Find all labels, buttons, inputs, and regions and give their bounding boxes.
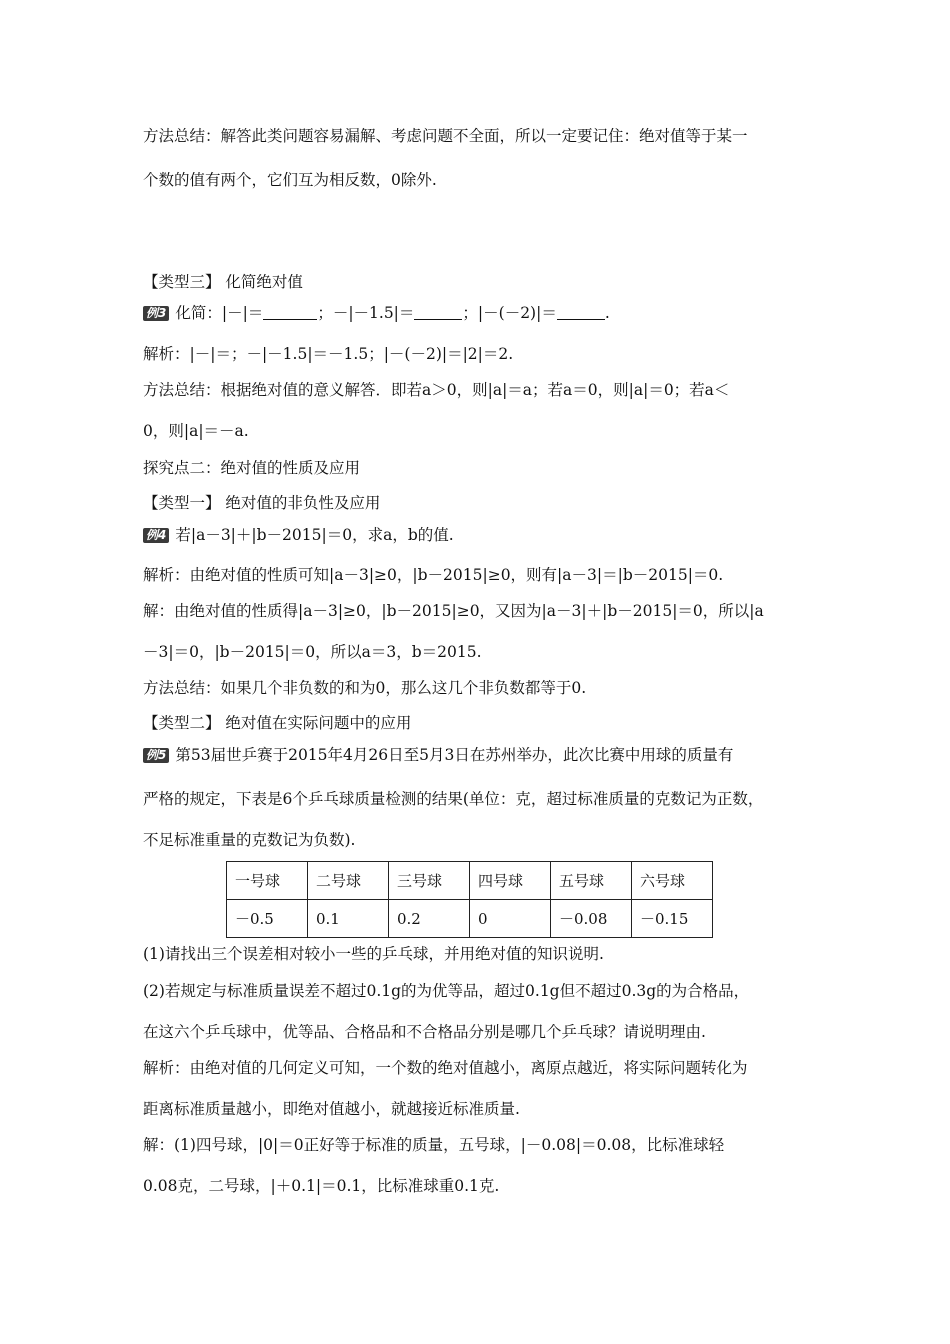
example5-question-line-2: 严格的规定，下表是6个乒乓球质量检测的结果(单位：克，超过标准质量的克数记为正数，: [143, 790, 764, 808]
type1-heading: 【类型一】 绝对值的非负性及应用: [143, 494, 381, 512]
example4-solution-line-1: 解：由绝对值的性质得|a－3|≥0，|b－2015|≥0，又因为|a－3|＋|b－2015|＝0，所以|a: [143, 602, 764, 620]
table-header-cell: 二号球: [308, 862, 389, 900]
table-header-cell: 四号球: [470, 862, 551, 900]
table-header-cell: 六号球: [632, 862, 713, 900]
example3-badge: 例3: [143, 306, 169, 321]
example4-badge: 例4: [143, 528, 169, 543]
example3-text-part-c: ；|－(－2)|＝: [462, 304, 557, 322]
explore-point-2: 探究点二：绝对值的性质及应用: [143, 459, 361, 477]
example3-method-line-2: 0，则|a|＝－a.: [143, 422, 249, 440]
table-header-cell: 五号球: [551, 862, 632, 900]
table-cell: －0.15: [632, 900, 713, 938]
answer-blank-3: [557, 305, 605, 320]
example4-text: 若|a－3|＋|b－2015|＝0，求a，b的值.: [175, 526, 454, 544]
example3-question: [143, 303, 610, 323]
example5-analysis-line-2: 距离标准质量越小，即绝对值越小，就越接近标准质量.: [143, 1100, 520, 1118]
method-summary-line-2: 个数的值有两个，它们互为相反数，0除外.: [143, 171, 437, 189]
example5-badge: 例5: [143, 748, 169, 763]
example5-solution-line-2: 0.08克，二号球，|＋0.1|＝0.1，比标准球重0.1克.: [143, 1177, 500, 1195]
example4-method: 方法总结：如果几个非负数的和为0，那么这几个非负数都等于0.: [143, 679, 587, 697]
table-header-row: [227, 862, 713, 900]
example3-analysis: 解析：|－|＝；－|－1.5|＝－1.5；|－(－2)|＝|2|＝2.: [143, 345, 514, 363]
example3-text-part-a: 化简：|－|＝: [175, 304, 264, 322]
example3-text-part-b: ；－|－1.5|＝: [317, 304, 415, 322]
type3-heading: 【类型三】 化简绝对值: [143, 273, 303, 291]
table-cell: 0.2: [389, 900, 470, 938]
example5-question-line-3: 不足标准重量的克数记为负数).: [143, 831, 356, 849]
example3-method-line-1: 方法总结：根据绝对值的意义解答．即若a＞0，则|a|＝a；若a＝0，则|a|＝0；若a＜: [143, 381, 730, 399]
question-2-line-1: (2)若规定与标准质量误差不超过0.1g的为优等品，超过0.1g但不超过0.3g的为合格品，: [143, 982, 750, 1000]
example5-text-1: 第53届世乒赛于2015年4月26日至5月3日在苏州举办，此次比赛中用球的质量有: [175, 746, 734, 764]
table-cell: －0.08: [551, 900, 632, 938]
example5-solution-line-1: 解：(1)四号球，|0|＝0正好等于标准的质量，五号球，|－0.08|＝0.08，比标准球轻: [143, 1136, 725, 1154]
table-header-cell: 一号球: [227, 862, 308, 900]
example5-question-line-1: [143, 745, 733, 765]
table-cell: 0.1: [308, 900, 389, 938]
example4-solution-line-2: －3|＝0，|b－2015|＝0，所以a＝3，b＝2015.: [143, 643, 482, 661]
example4-question: [143, 525, 454, 545]
example5-analysis-line-1: 解析：由绝对值的几何定义可知，一个数的绝对值越小，离原点越近，将实际问题转化为: [143, 1059, 748, 1077]
question-1: (1)请找出三个误差相对较小一些的乒乓球，并用绝对值的知识说明.: [143, 945, 604, 963]
table-cell: 0: [470, 900, 551, 938]
ball-mass-table: [226, 861, 713, 938]
example4-analysis: 解析：由绝对值的性质可知|a－3|≥0，|b－2015|≥0，则有|a－3|＝|b－2015|＝0.: [143, 566, 724, 584]
method-summary-line-1: 方法总结：解答此类问题容易漏解、考虑问题不全面，所以一定要记住：绝对值等于某一: [143, 127, 748, 145]
type2-heading: 【类型二】 绝对值在实际问题中的应用: [143, 714, 412, 732]
answer-blank-2: [414, 305, 462, 320]
example3-text-part-d: .: [604, 304, 610, 322]
question-2-line-2: 在这六个乒乓球中，优等品、合格品和不合格品分别是哪几个乒乓球？请说明理由.: [143, 1023, 706, 1041]
table-header-cell: 三号球: [389, 862, 470, 900]
table-cell: －0.5: [227, 900, 308, 938]
table-row: [227, 900, 713, 938]
answer-blank-1: [263, 305, 317, 320]
